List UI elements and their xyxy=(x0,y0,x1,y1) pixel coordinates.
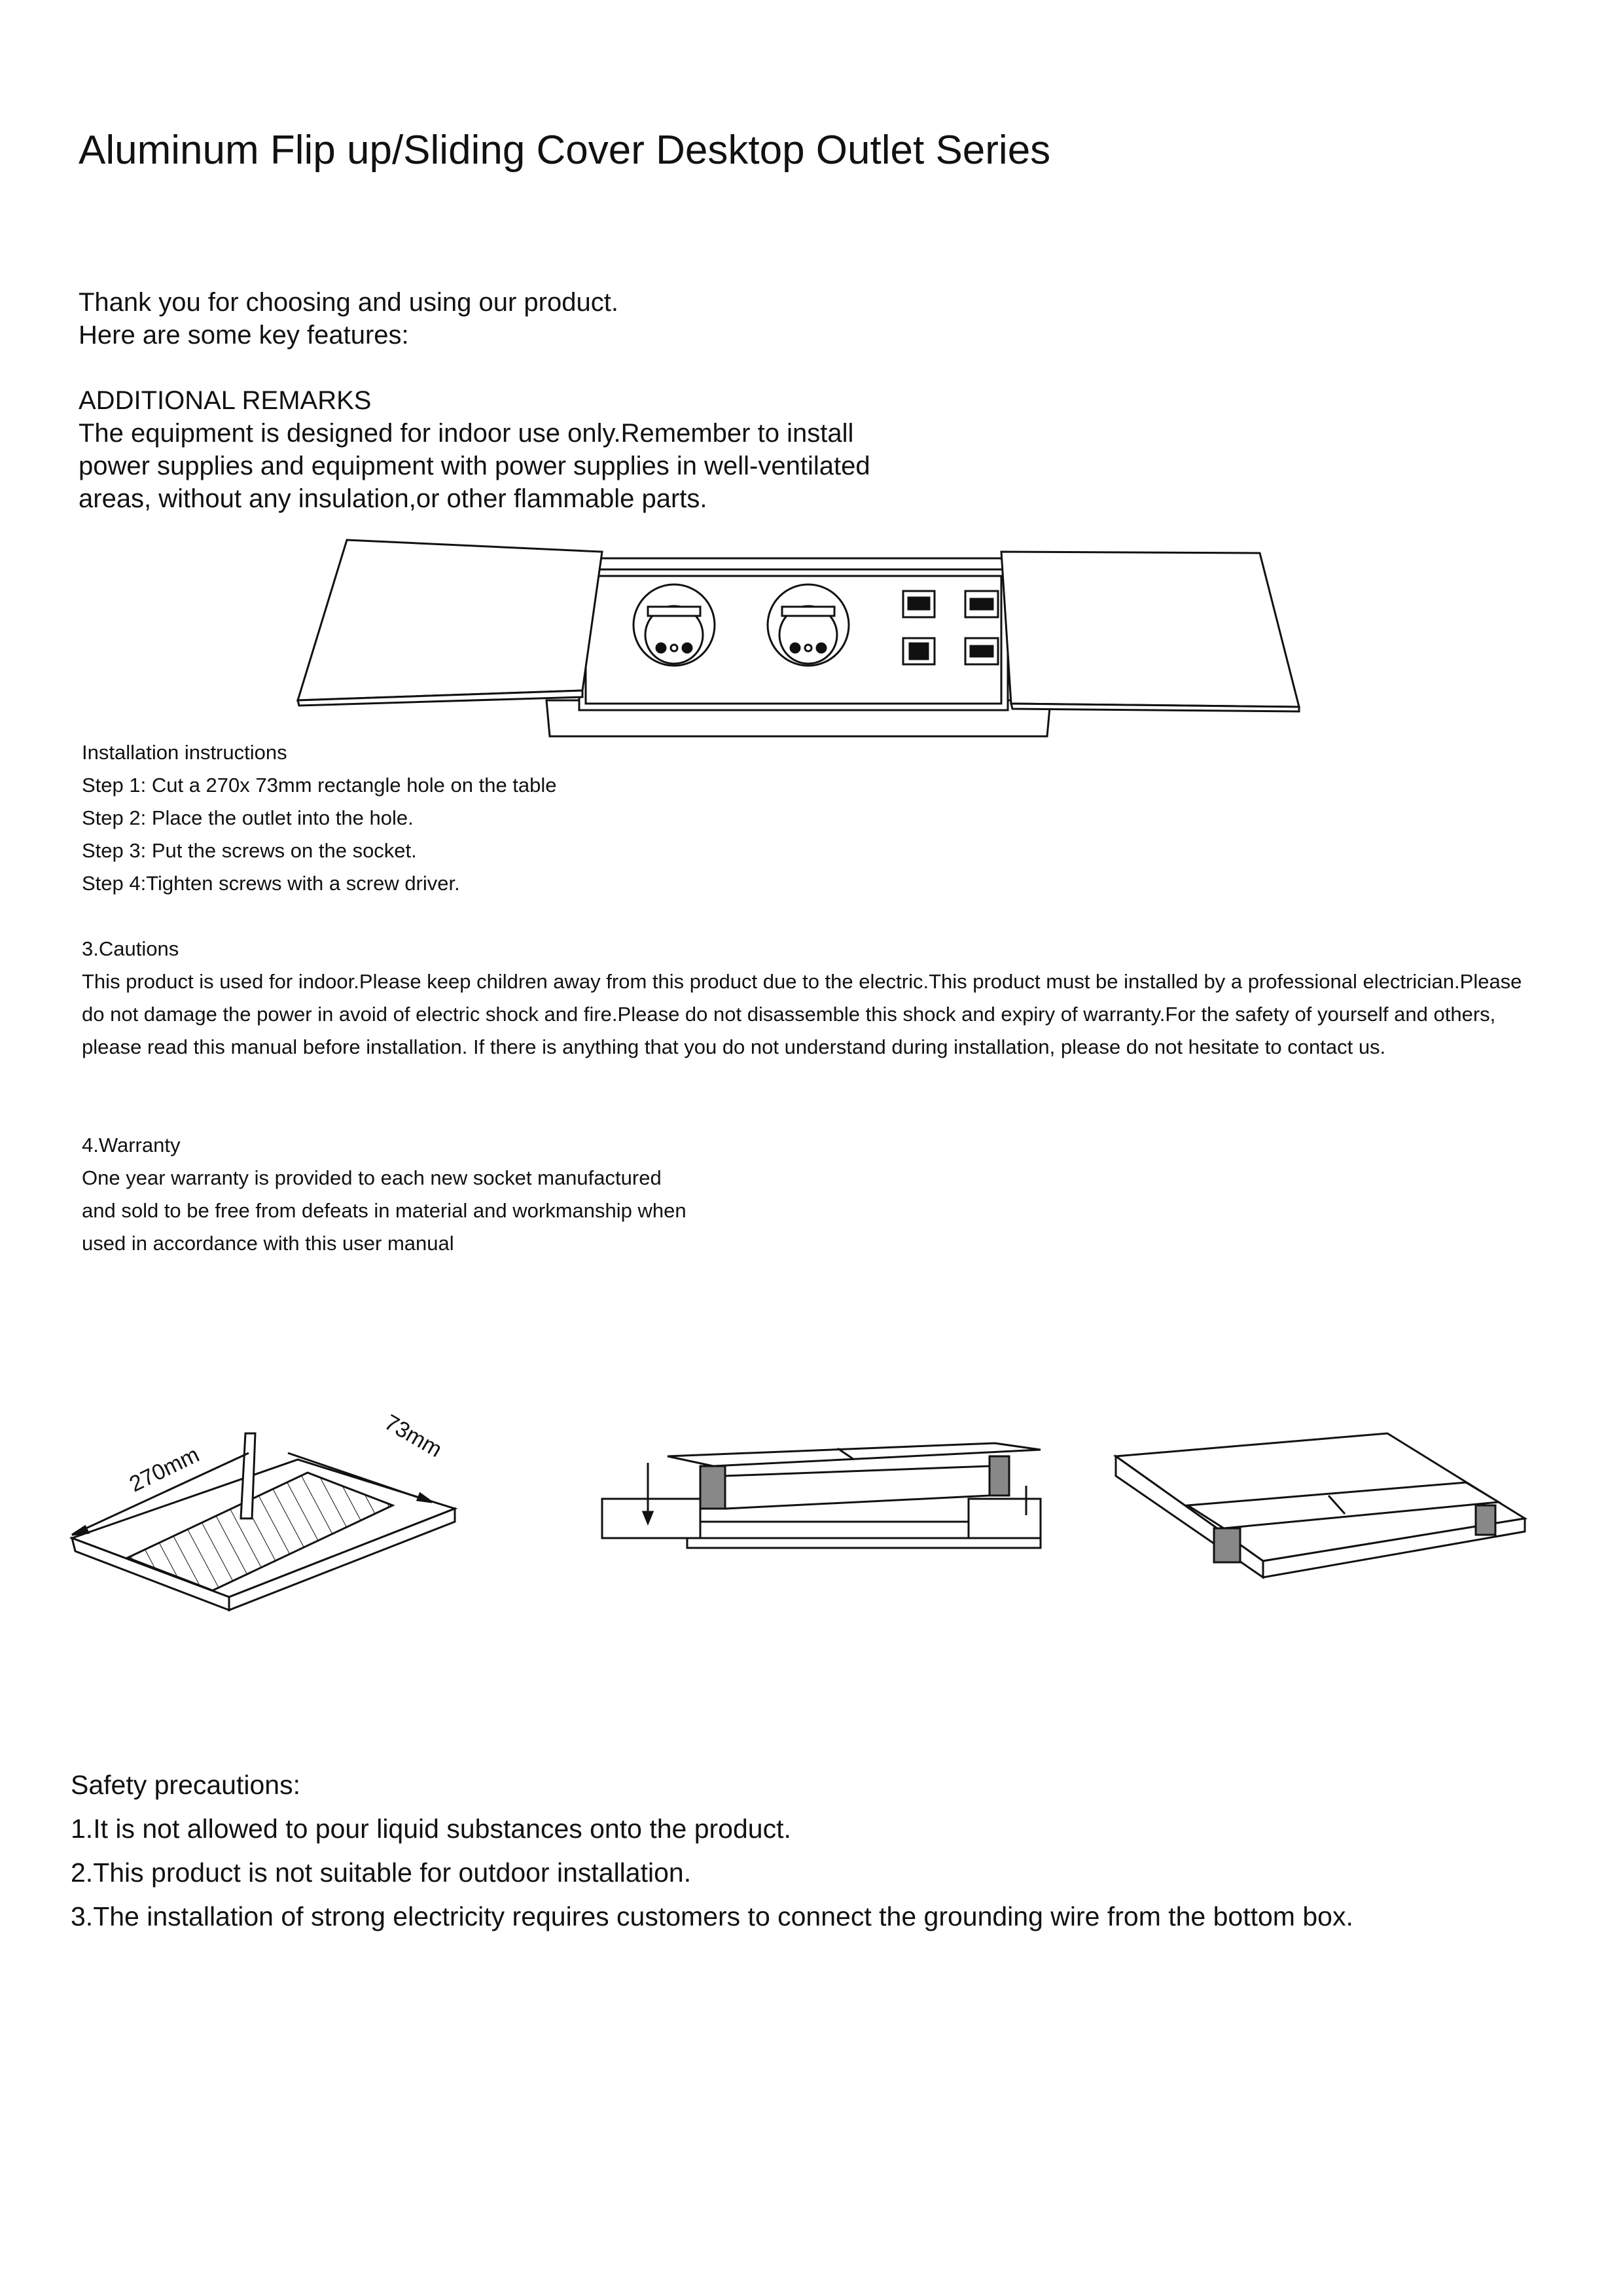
warranty-line-3: used in accordance with this user manual xyxy=(82,1232,454,1255)
safety-item-1: 1.It is not allowed to pour liquid substances onto the product. xyxy=(71,1814,791,1844)
intro-line-2: Here are some key features: xyxy=(79,321,409,350)
installation-heading: Installation instructions xyxy=(82,741,287,764)
remarks-heading: ADDITIONAL REMARKS xyxy=(79,386,372,415)
safety-item-2: 2.This product is not suitable for outdoor installation. xyxy=(71,1857,692,1888)
page-title: Aluminum Flip up/Sliding Cover Desktop Outlet Series xyxy=(79,128,1051,173)
warranty-heading: 4.Warranty xyxy=(82,1134,181,1157)
installation-step-1: Step 1: Cut a 270x 73mm rectangle hole on the table xyxy=(82,774,557,797)
cut-hole-diagram xyxy=(65,1401,471,1656)
intro-line-1: Thank you for choosing and using our product. xyxy=(79,288,618,317)
dim-width-label: 73mm xyxy=(380,1410,446,1463)
warranty-line-1: One year warranty is provided to each new socket manufactured xyxy=(82,1166,662,1189)
installed-outlet-diagram xyxy=(1113,1430,1531,1607)
installation-step-4: Step 4:Tighten screws with a screw driver. xyxy=(82,872,460,895)
safety-heading: Safety precautions: xyxy=(71,1770,300,1800)
cautions-heading: 3.Cautions xyxy=(82,937,179,960)
place-outlet-diagram xyxy=(589,1437,1047,1594)
installation-step-2: Step 2: Place the outlet into the hole. xyxy=(82,806,414,829)
remarks-line-3: areas, without any insulation,or other flammable parts. xyxy=(79,484,707,513)
remarks-line-1: The equipment is designed for indoor use only.Remember to install xyxy=(79,419,854,448)
outlet-product-illustration xyxy=(298,540,1306,743)
cautions-text: This product is used for indoor.Please keep children away from this product due to the electric.This product must be installed by a professional electrician.Please do not damage the power in avoid of electric shock and fire.Please do not disassemble this shock and expiry of warranty.For the safety of yourself and others, please read this manual before installation. If there is anything that you do not understand during installation, please do not hesitate to contact us. xyxy=(82,970,1522,1058)
safety-item-3: 3.The installation of strong electricity requires customers to connect the grounding wire from the bottom box. xyxy=(71,1901,1353,1931)
warranty-line-2: and sold to be free from defeats in material and workmanship when xyxy=(82,1199,687,1222)
installation-step-3: Step 3: Put the screws on the socket. xyxy=(82,839,417,862)
dim-length-label: 270mm xyxy=(125,1442,204,1498)
remarks-line-2: power supplies and equipment with power supplies in well-ventilated xyxy=(79,452,870,480)
